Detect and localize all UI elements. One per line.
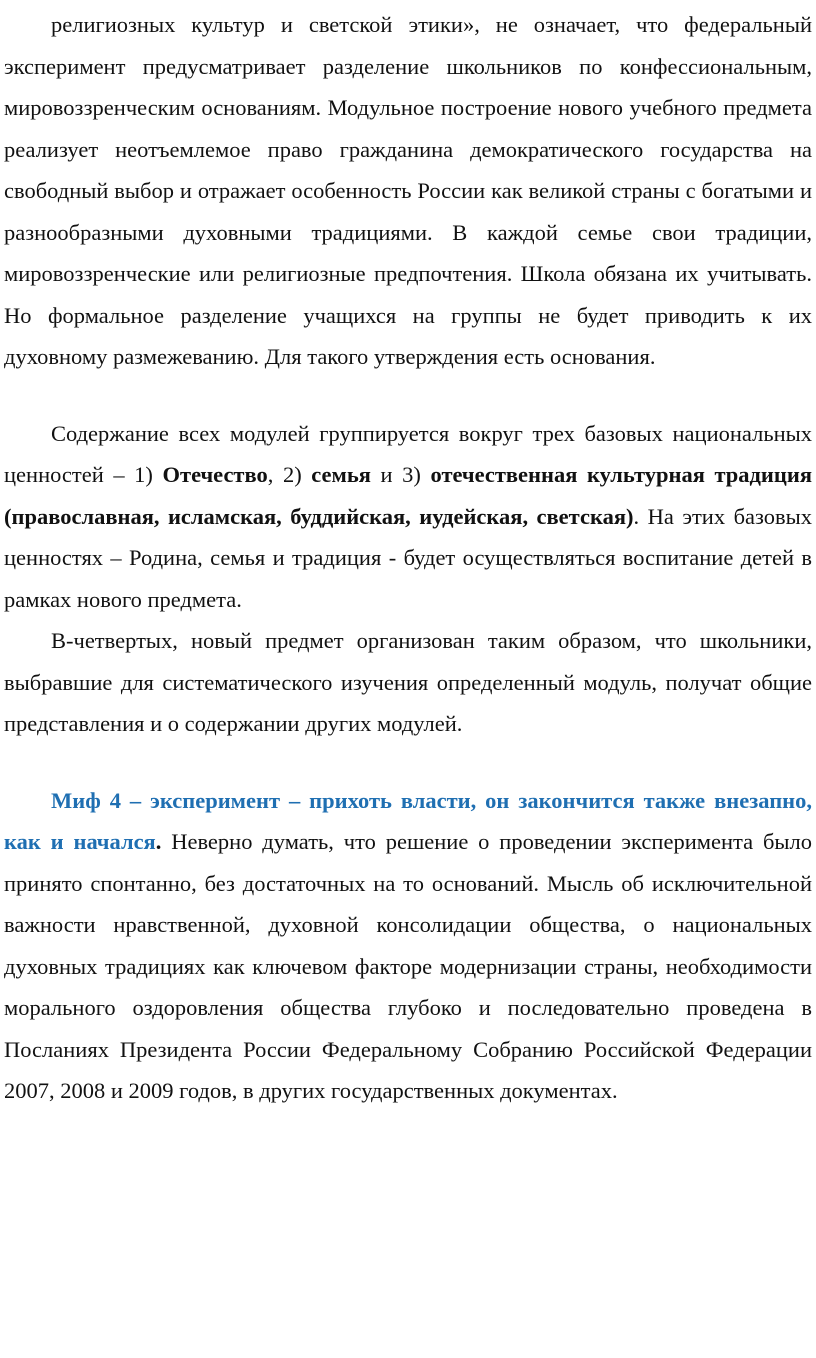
paragraph-text: , 2) [267,462,312,487]
bold-term-family: семья [311,462,371,487]
paragraph-text: религиозных культур и светской этики», не означает, что федеральный эксперимент предусматривает разделение школьников по конфессиональным, мировоззренческим основаниям. Модульное построение нового учебного предмета реализует неотъемлемое право гражданина демократического государства на свободный выбор и отражает особенность России как великой страны с богатыми и разнообразными духовными традициями. В каждой семье свои традиции, мировоззренческие или религиозные предпочтения. Школа обязана их учитывать. Но формальное разделение учащихся на группы не будет приводить к их духовному размежеванию. Для такого утверждения есть основания. [4,12,812,369]
paragraph-text: . На этих базовых ценностях – Родина, семья и традиция - будет осуществляться воспитание детей в рамках нового предмета. [4,503,812,612]
myth-heading-period: . [155,829,162,854]
paragraph-myth-4 [4,780,812,1112]
paragraph-modules [4,4,812,378]
bold-term-fatherland: Отечество [162,462,268,487]
document-body [4,4,812,1112]
myth-heading: Миф 4 – эксперимент – прихоть власти, он закончится также внезапно, как и начался [4,787,812,854]
paragraph-text: В-четвертых, новый предмет организован таким образом, что школьники, выбравшие для систематического изучения определенный модуль, получат общие представления и о содержании других модулей. [4,628,812,736]
paragraph-fourth [4,620,812,745]
paragraph-text: Неверно думать, что решение о проведении эксперимента было принято спонтанно, без достаточных на то оснований. Мысль об исключительной важности нравственной, духовной консолидации общества, о национальных духовных традициях как ключевом факторе модернизации страны, необходимости морального оздоровления общества глубоко и последовательно проведена в Посланиях Президента России Федеральному Собранию Российской Федерации 2007, 2008 и 2009 годов, в других государственных документах. [4,829,812,1103]
paragraph-text: и 3) [370,462,431,487]
bold-term-tradition: отечественная культурная традиция (православная, исламская, буддийская, иудейская, светская) [4,462,813,529]
paragraph-values [4,413,812,621]
paragraph-text: Содержание всех модулей группируется вокруг трех базовых национальных ценностей – 1) [4,420,812,487]
